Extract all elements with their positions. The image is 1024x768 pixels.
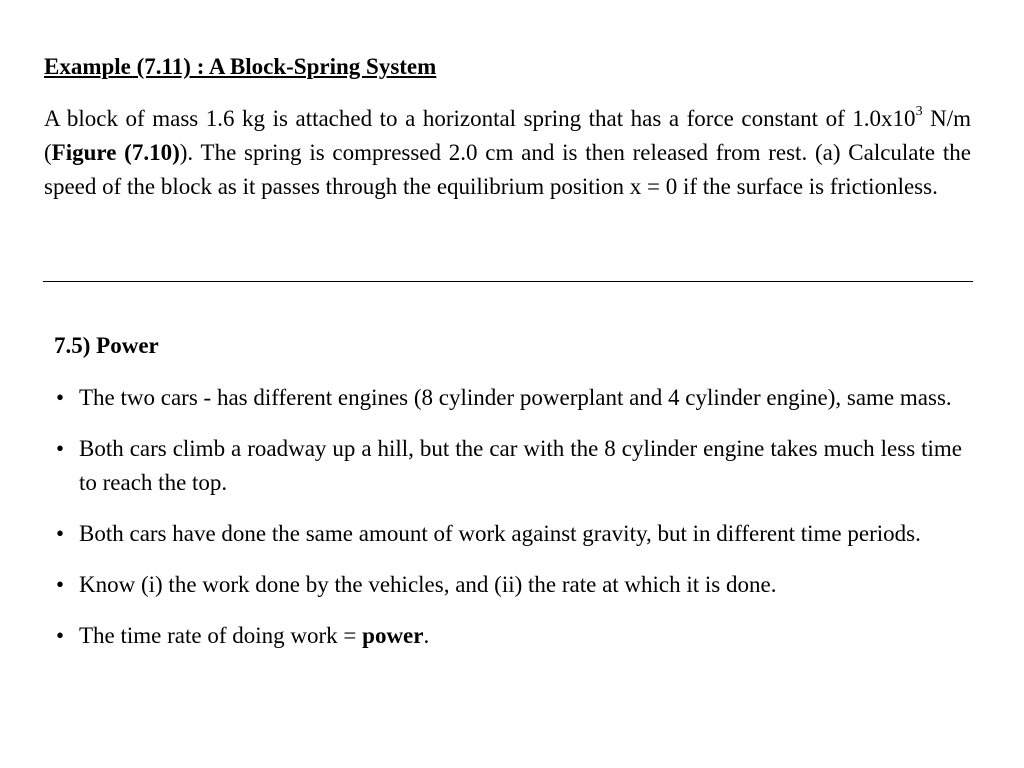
example-body — [44, 102, 971, 204]
exponent-superscript: 3 — [915, 104, 923, 120]
bullet-text-suffix: . — [423, 623, 430, 648]
example-title: Example (7.11) : A Block-Spring System — [44, 54, 437, 79]
bullet-item-power-definition — [54, 619, 962, 653]
example-text-part2: N/m ( — [44, 106, 971, 165]
bullet-icon: • — [56, 436, 65, 461]
power-bullet-list — [54, 381, 962, 653]
power-term: power — [362, 623, 424, 648]
example-section — [44, 52, 971, 204]
bullet-text: Both cars have done the same amount of work against gravity, but in different time periods. — [79, 521, 921, 546]
power-heading: 7.5) Power — [54, 333, 159, 358]
bullet-icon: • — [56, 572, 65, 597]
figure-reference: Figure (7.10) — [51, 140, 180, 165]
bullet-text: The two cars - has different engines (8 cylinder powerplant and 4 cylinder engine), same mass. — [79, 385, 952, 410]
power-section — [54, 330, 962, 670]
bullet-icon: • — [56, 623, 65, 648]
example-text-part3: ). The spring is compressed 2.0 cm and is then released from rest. (a) Calculate the speed of the block as it passes through the equilibrium position x = 0 if the surface is frictionless. — [44, 140, 971, 199]
bullet-text-prefix: The time rate of doing work = — [79, 623, 363, 648]
bullet-item-work-rate — [54, 568, 962, 602]
bullet-icon: • — [56, 521, 65, 546]
bullet-text: Both cars climb a roadway up a hill, but the car with the 8 cylinder engine takes much less time to reach the top. — [79, 436, 962, 495]
section-divider — [43, 281, 973, 282]
bullet-item-same-work — [54, 517, 962, 551]
bullet-icon: • — [56, 385, 65, 410]
bullet-item-climb-hill — [54, 432, 962, 500]
bullet-text: Know (i) the work done by the vehicles, and (ii) the rate at which it is done. — [79, 572, 777, 597]
bullet-item-cars-engines — [54, 381, 962, 415]
example-text-part1: A block of mass 1.6 kg is attached to a horizontal spring that has a force constant of 1.0x10 — [44, 106, 916, 131]
